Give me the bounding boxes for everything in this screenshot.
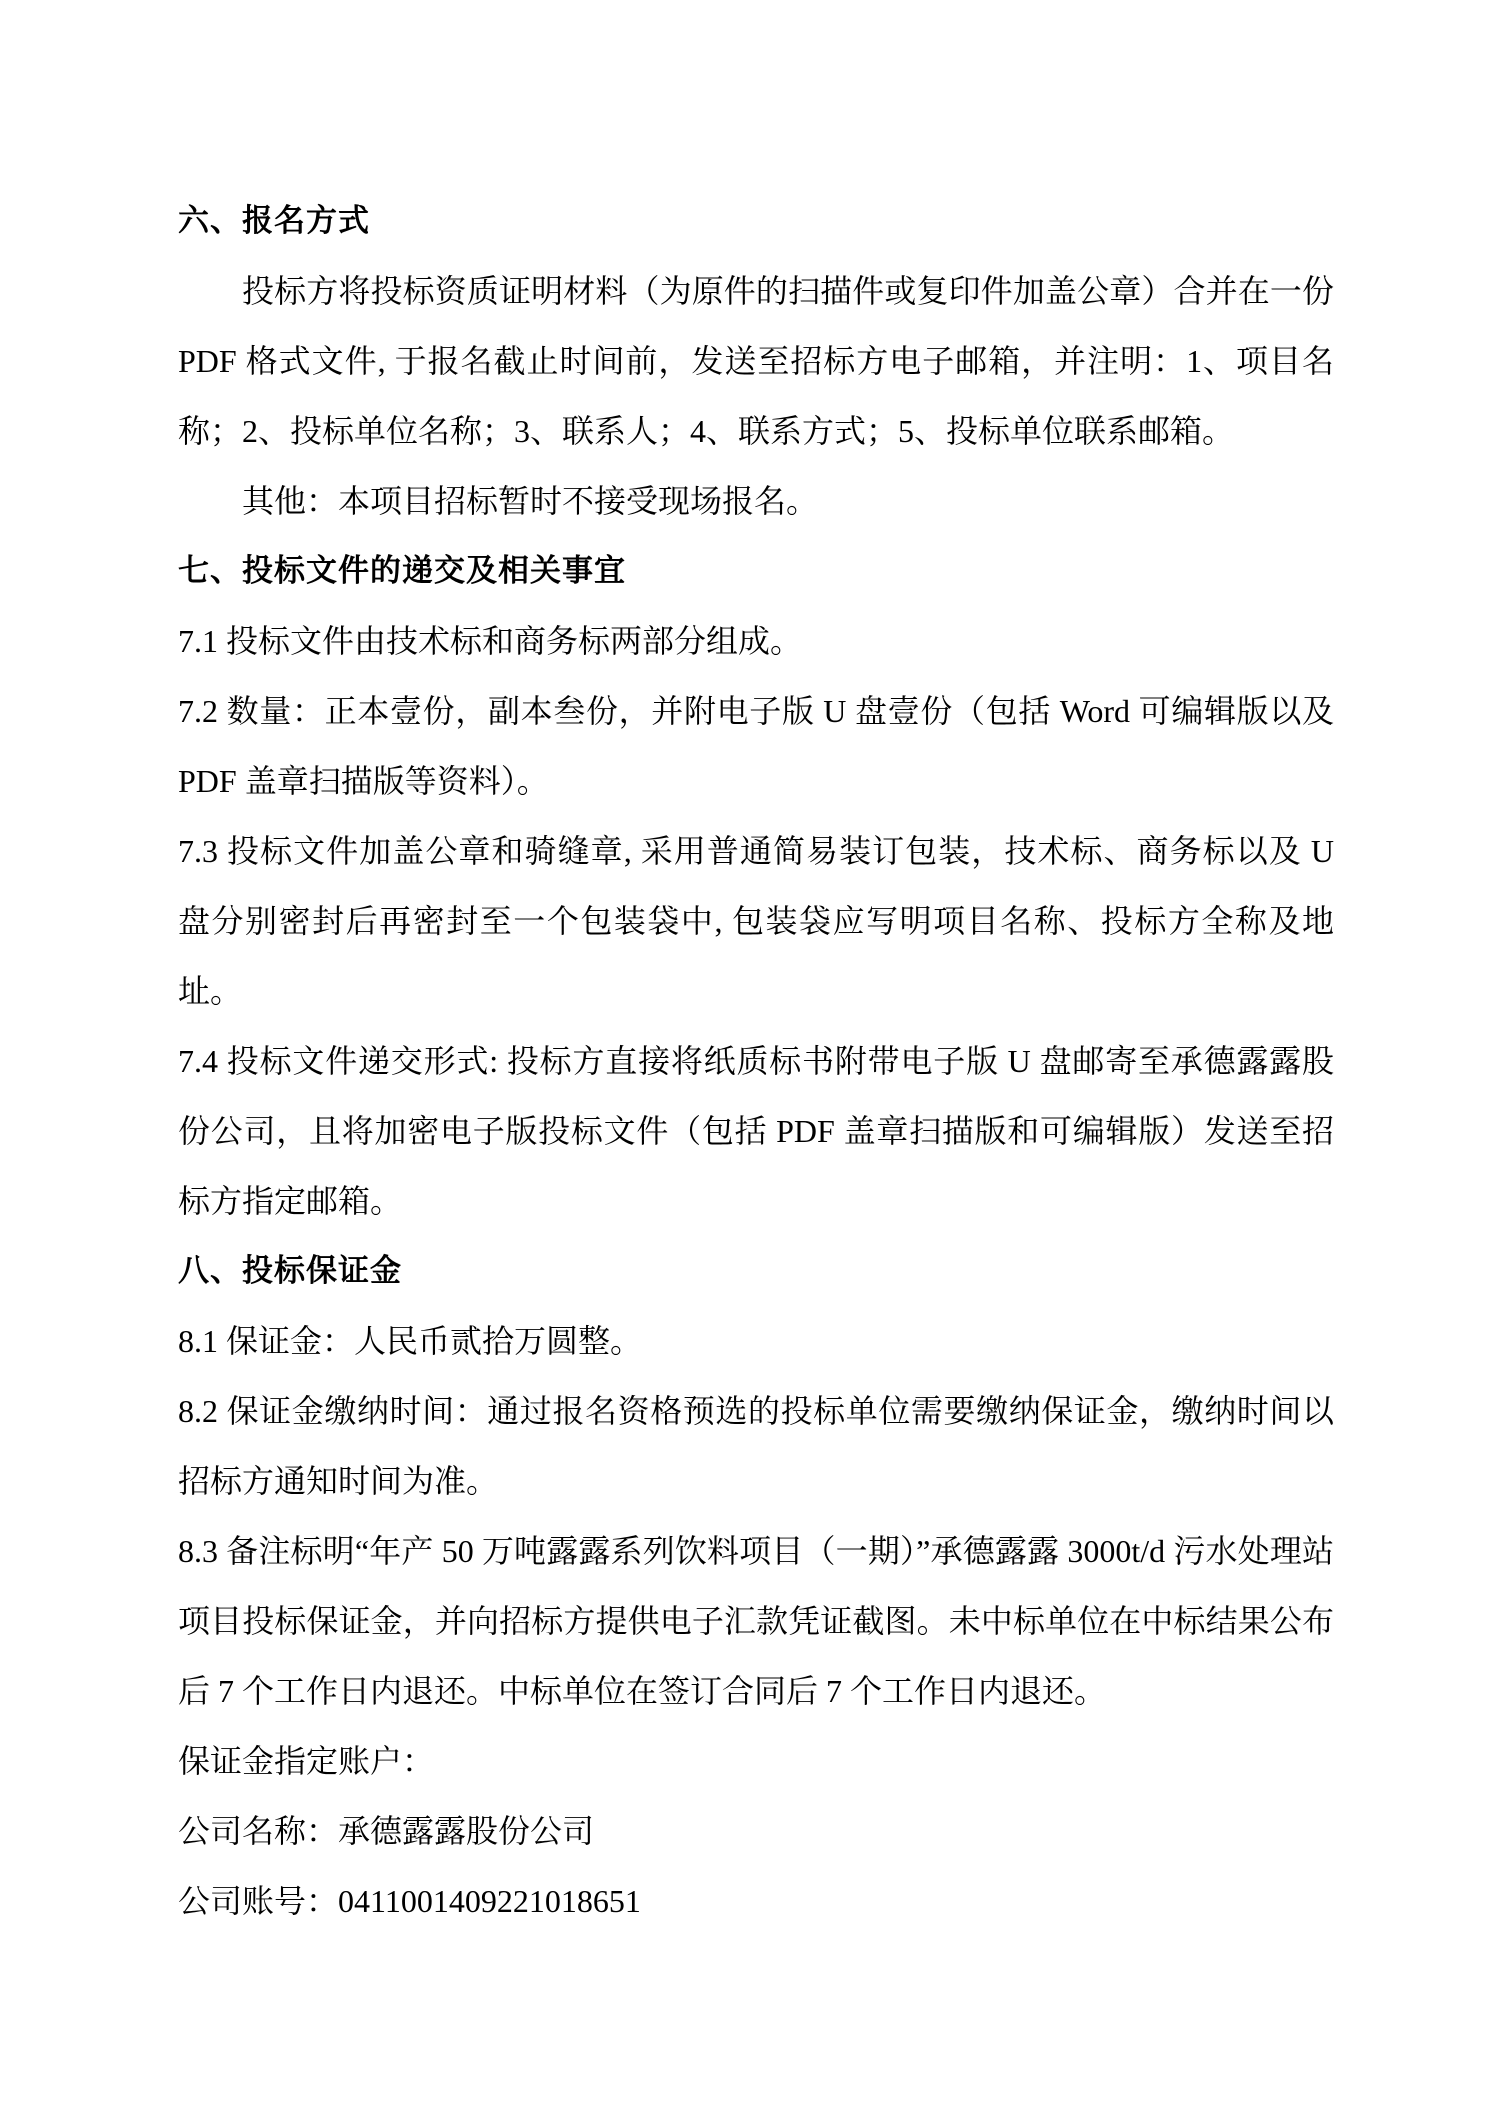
- paragraph-7-1-bid-composition: 7.1 投标文件由技术标和商务标两部分组成。: [178, 623, 803, 659]
- section-heading-registration-method: 六、报名方式: [178, 203, 370, 238]
- paragraph-8-3-deposit-remark: 8.3 备注标明“年产 50 万吨露露系列饮料项目（一期）”承德露露 3000t/d 污水处理站项目投标保证金，并向招标方提供电子汇款凭证截图。未中标单位在中标结果公布后 7 个工作日内退还。中标单位在签订合同后 7 个工作日内退还。: [178, 1533, 1334, 1709]
- paragraph-7-3-sealing: 7.3 投标文件加盖公章和骑缝章, 采用普通简易装订包装，技术标、商务标以及 U 盘分别密封后再密封至一个包装袋中, 包装袋应写明项目名称、投标方全称及地址。: [178, 833, 1334, 1009]
- paragraph-company-name: 公司名称：承德露露股份公司: [178, 1813, 595, 1849]
- paragraph-deposit-account-label: 保证金指定账户：: [178, 1743, 435, 1779]
- paragraph-registration-details: 投标方将投标资质证明材料（为原件的扫描件或复印件加盖公章）合并在一份 PDF 格式文件, 于报名截止时间前，发送至招标方电子邮箱，并注明：1、项目名称；2、投标单位名称；3、联系人；4、联系方式；5、投标单位联系邮箱。: [178, 273, 1334, 449]
- section-heading-bid-submission: 七、投标文件的递交及相关事宜: [178, 553, 626, 588]
- paragraph-8-2-deposit-payment-time: 8.2 保证金缴纳时间：通过报名资格预选的投标单位需要缴纳保证金，缴纳时间以招标方通知时间为准。: [178, 1393, 1334, 1499]
- paragraph-registration-other: 其他：本项目招标暂时不接受现场报名。: [242, 483, 819, 519]
- paragraph-company-account-number: 公司账号：0411001409221018651: [178, 1883, 641, 1919]
- paragraph-7-2-quantity: 7.2 数量：正本壹份，副本叁份，并附电子版 U 盘壹份（包括 Word 可编辑版以及 PDF 盖章扫描版等资料）。: [178, 693, 1334, 799]
- section-heading-bid-deposit: 八、投标保证金: [178, 1253, 402, 1288]
- paragraph-8-1-deposit-amount: 8.1 保证金：人民币贰拾万圆整。: [178, 1323, 643, 1359]
- paragraph-7-4-delivery-form: 7.4 投标文件递交形式: 投标方直接将纸质标书附带电子版 U 盘邮寄至承德露露股份公司，且将加密电子版投标文件（包括 PDF 盖章扫描版和可编辑版）发送至招标方指定邮箱。: [178, 1043, 1334, 1219]
